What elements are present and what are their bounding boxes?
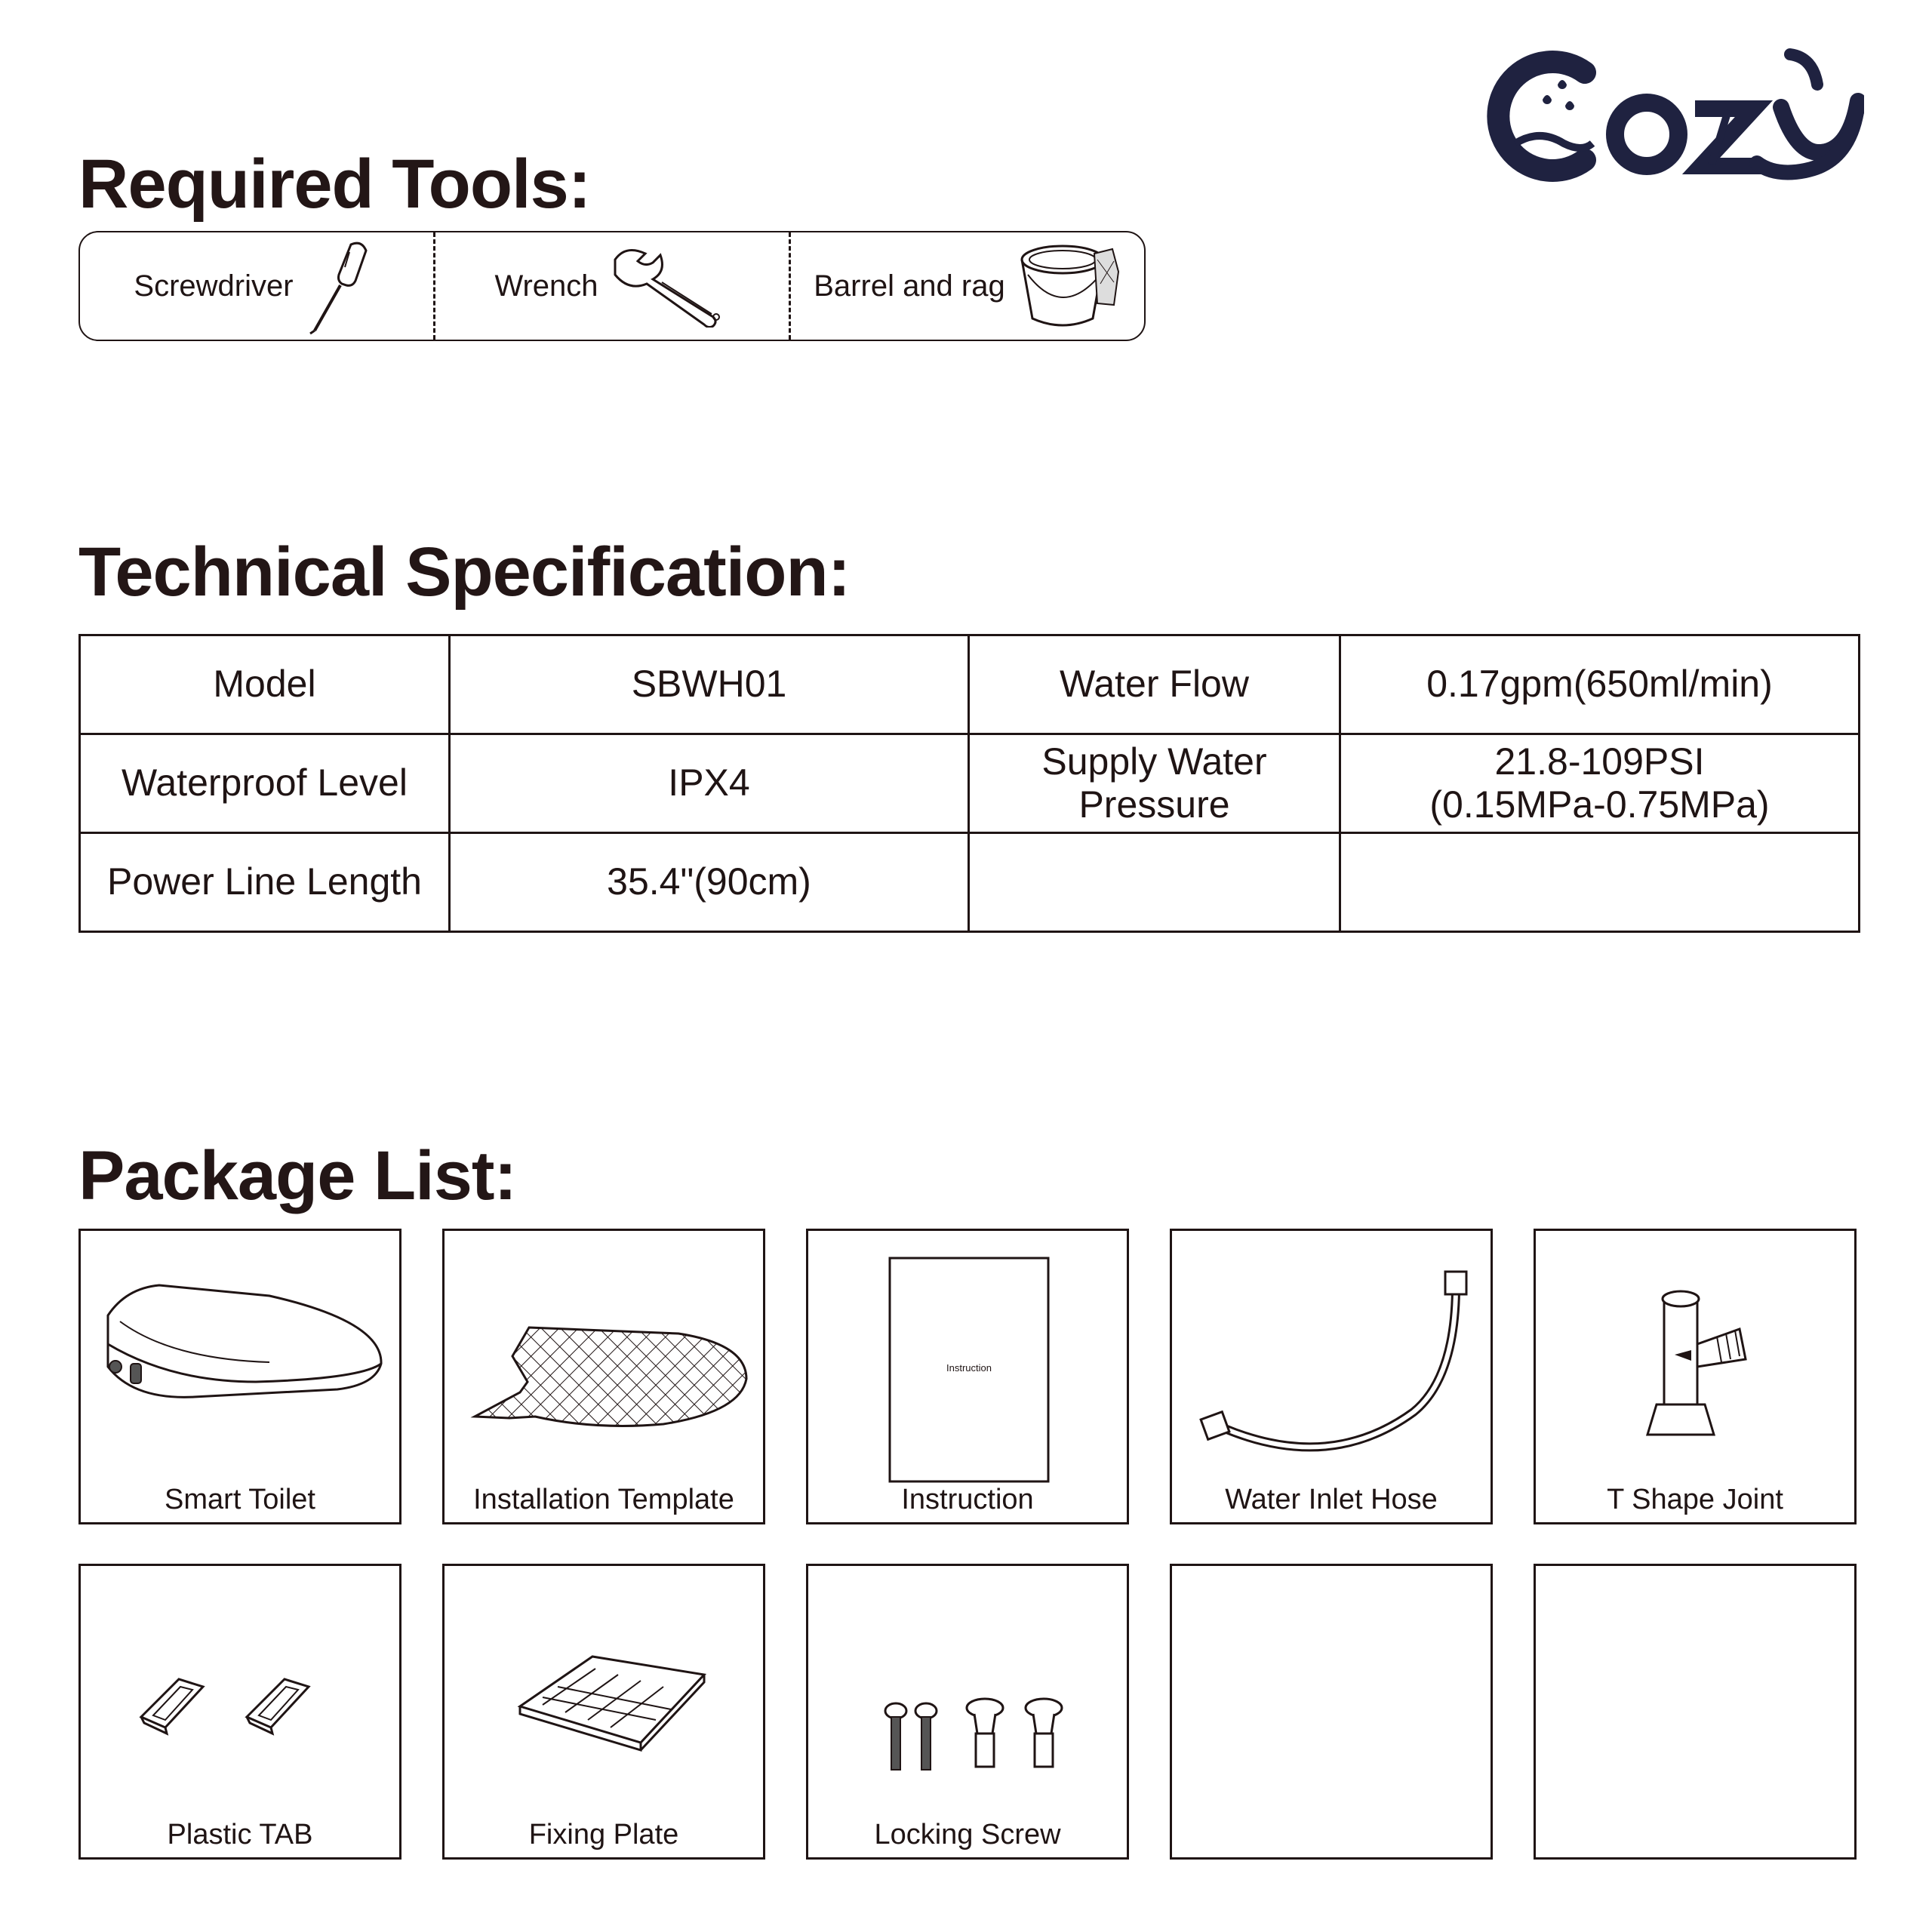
booklet-text: Instruction <box>946 1362 992 1374</box>
wrench-icon <box>609 245 730 328</box>
package-item-t-shape-joint <box>1534 1229 1857 1524</box>
technical-specification-title: Technical Specification: <box>78 534 851 611</box>
cozy-logo <box>1479 47 1864 183</box>
instruction-booklet-icon <box>808 1231 1131 1487</box>
package-label: T Shape Joint <box>1607 1484 1783 1515</box>
package-item-empty <box>1534 1564 1857 1860</box>
spec-value: 35.4"(90cm) <box>450 833 969 932</box>
tool-barrel-and-rag <box>789 232 1144 340</box>
tool-screwdriver <box>80 232 433 340</box>
spec-row <box>80 635 1860 734</box>
t-joint-icon <box>1536 1231 1859 1487</box>
package-item-installation-template <box>442 1229 765 1524</box>
spec-value <box>1340 833 1860 932</box>
tool-label: Barrel and rag <box>814 269 1005 303</box>
spec-value-line: 21.8-109PSI <box>1494 740 1705 783</box>
package-label: Locking Screw <box>874 1819 1061 1850</box>
spec-key: Waterproof Level <box>80 734 450 833</box>
package-item-fixing-plate <box>442 1564 765 1860</box>
package-label: Installation Template <box>473 1484 734 1515</box>
package-item-empty <box>1170 1564 1493 1860</box>
package-item-instruction <box>806 1229 1129 1524</box>
spec-value: 0.17gpm(650ml/min) <box>1340 635 1860 734</box>
spec-key <box>969 734 1340 833</box>
package-label: Plastic TAB <box>167 1819 313 1850</box>
template-icon <box>445 1231 768 1487</box>
hose-icon <box>1172 1231 1495 1487</box>
spec-value-line: (0.15MPa-0.75MPa) <box>1429 783 1770 826</box>
spec-value <box>1340 734 1860 833</box>
package-label: Instruction <box>901 1484 1034 1515</box>
barrel-icon <box>1016 237 1121 335</box>
spec-value: IPX4 <box>450 734 969 833</box>
spec-table <box>78 634 1860 933</box>
package-item-water-inlet-hose <box>1170 1229 1493 1524</box>
package-label: Water Inlet Hose <box>1225 1484 1438 1515</box>
package-item-smart-toilet <box>78 1229 401 1524</box>
smart-toilet-icon <box>81 1231 404 1487</box>
spec-key: Water Flow <box>969 635 1340 734</box>
spec-row <box>80 734 1860 833</box>
package-item-plastic-tab <box>78 1564 401 1860</box>
plastic-tab-icon <box>81 1566 404 1823</box>
package-label: Smart Toilet <box>165 1484 315 1515</box>
tool-label: Screwdriver <box>134 269 294 303</box>
spec-row <box>80 833 1860 932</box>
package-label: Fixing Plate <box>528 1819 679 1850</box>
locking-screw-icon <box>808 1566 1131 1823</box>
required-tools-box <box>78 231 1146 341</box>
package-list-title: Package List: <box>78 1137 517 1214</box>
required-tools-title: Required Tools: <box>78 146 591 223</box>
spec-key-line: Supply Water <box>1041 740 1267 783</box>
fixing-plate-icon <box>445 1566 768 1823</box>
spec-key <box>969 833 1340 932</box>
spec-key: Model <box>80 635 450 734</box>
screwdriver-icon <box>304 237 380 335</box>
spec-key-line: Pressure <box>1078 783 1230 826</box>
spec-key: Power Line Length <box>80 833 450 932</box>
spec-value: SBWH01 <box>450 635 969 734</box>
tool-wrench <box>433 232 789 340</box>
package-item-locking-screw <box>806 1564 1129 1860</box>
tool-label: Wrench <box>494 269 598 303</box>
